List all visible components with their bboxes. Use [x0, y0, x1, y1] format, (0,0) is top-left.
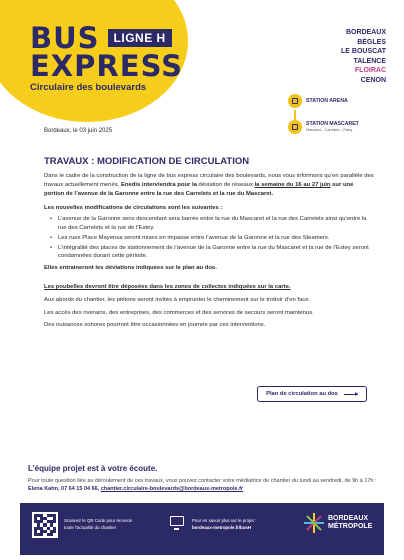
- team-title: L’équipe projet est à votre écoute.: [28, 464, 158, 473]
- town-item: BORDEAUX: [345, 29, 386, 36]
- bus-express-logo: [30, 21, 184, 93]
- list-item: • L’avenue de la Garonne sens descendant sera barrée entre la rue du Mascaret et la rue des Carrelets ainsi qu’entre la rue des Carrelets et la rue de l’Estey.: [58, 215, 374, 233]
- bins-note: Les poubelles devront être déposées dans les zones de collectes indiquées sur la carte.: [44, 283, 291, 290]
- arrow-right-icon: [344, 394, 358, 395]
- station-name: STATION ARENA: [306, 98, 348, 104]
- town-item: CENON: [360, 76, 386, 84]
- team-contact-text: Pour toute question liée au déroulement de ces travaux, vous pouvez contacter votre médiatrice de chantier du lundi au vendredi, de 9h à 17h : Elena Kahn, 07 64 15 04 66, chantier.circulaire-boulevards@bordeaux-metropole.fr: [28, 478, 377, 493]
- intro-paragraph: Dans le cadre de la construction de la ligne de bus express circulaire des boulevards, nous vous informons qu’en parallèle des travaux actuellement menés, Enedis interviendra pour la déviation de réseaux la semaine du 16 au 27 juin sur une portion de l’avenue de la Garonne entre la rue des Carrelets et la rue du Mascaret.: [44, 173, 374, 197]
- station-name: STATION MASCARET: [306, 121, 359, 127]
- town-item: BÈGLES: [357, 38, 386, 46]
- letter-title: TRAVAUX : MODIFICATION DE CIRCULATION: [44, 156, 250, 167]
- letter-date: Bordeaux, le 03 juin 2025: [44, 128, 113, 134]
- contact-name: Elena Kahn, 07 64 15 04 66,: [28, 486, 100, 493]
- list-item: • Les rues Place Mayensa seront mises en impasse entre l’avenue de la Garonne et la rue des Steamers.: [58, 234, 374, 243]
- qr-code-icon[interactable]: [32, 512, 58, 538]
- logo-bus-text: BUS: [30, 21, 100, 55]
- access-note: Les accès des riverains, des entreprises, des commerces et des services de secours seront maintenus.: [44, 309, 314, 316]
- footer-bar: [20, 503, 384, 555]
- logo-line-badge: LIGNE H: [108, 29, 172, 47]
- station-arena: [288, 94, 348, 108]
- station-mascaret: [288, 120, 359, 134]
- deviations-note: Elles entraineront les déviations indiquées sur le plan au dos.: [44, 265, 217, 272]
- monitor-icon: [170, 516, 184, 526]
- pedestrians-note: Aux abords du chantier, les piétons seront invités à emprunter le cheminement sur le trottoir d’en face.: [44, 296, 311, 303]
- bordeaux-metropole-logo: [304, 513, 372, 533]
- towns-list: [341, 28, 386, 86]
- list-item: • L’intégralité des places de stationnement de l’avenue de la Garonne entre la rue du Mascaret et la rue de l’Estey seront condamnées durant cette période.: [58, 244, 374, 262]
- brand-line1: BORDEAUX: [328, 515, 369, 522]
- modifications-list: [58, 215, 374, 261]
- town-item: TALENCE: [353, 57, 386, 65]
- website-info: Pour en savoir plus sur le projet : bordeaux-metropole.fr/busH: [192, 517, 312, 531]
- logo-express-text: EXPRESS: [30, 49, 184, 83]
- website-link[interactable]: bordeaux-metropole.fr/busH: [192, 525, 252, 530]
- modifications-heading: Les nouvelles modifications de circulations sont les suivantes :: [44, 205, 223, 212]
- metropole-star-icon: [304, 513, 324, 533]
- nuisances-note: Des nuisances sonores pourront être occasionnées en journée par ces interventions.: [44, 322, 266, 329]
- station-pin-icon: [288, 94, 302, 108]
- town-item: LE BOUSCAT: [341, 48, 386, 56]
- contact-email-link[interactable]: chantier.circulaire-boulevards@bordeaux-metropole.fr: [100, 486, 244, 493]
- station-pin-icon: [288, 120, 302, 134]
- town-item-highlighted: FLOIRAC: [354, 67, 386, 75]
- station-subtitle: Mascaret – Carrelets – Estey: [306, 128, 353, 132]
- brand-line2: MÉTROPOLE: [328, 523, 373, 530]
- plan-button-label: Plan de circulation au dos: [266, 391, 338, 397]
- qr-caption: Scannez le QR Code pour recevoir toute l’actualité du chantier: [64, 518, 133, 530]
- letter-body: [44, 172, 374, 334]
- logo-subtitle: Circulaire des boulevards: [30, 82, 147, 93]
- plan-circulation-button[interactable]: [257, 386, 367, 402]
